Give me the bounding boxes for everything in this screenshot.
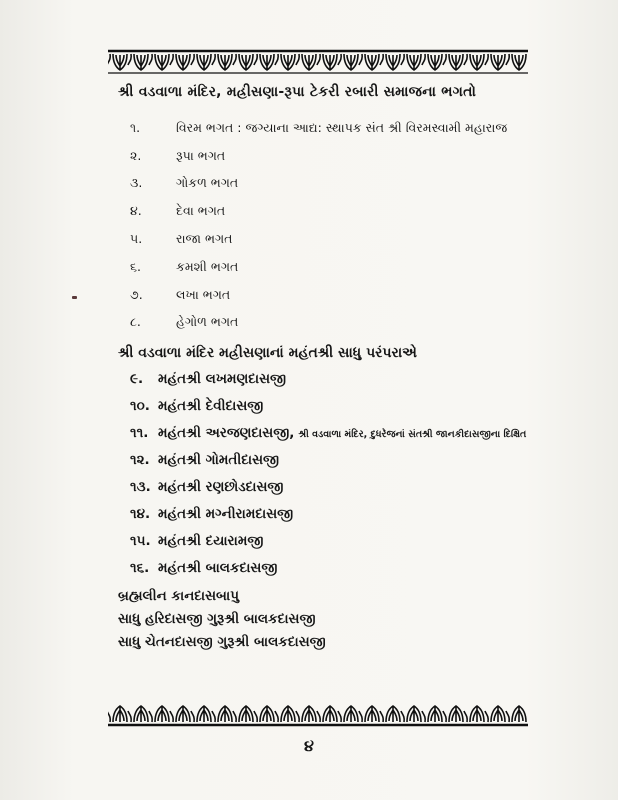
page-heading: શ્રી વડવાળા મંદિર, મહ્રીસણા-રૂપા ટેકરી રબારી સમાજના ભગતો bbox=[118, 84, 477, 100]
list-item: ૧૬. મહંતશ્રી બાલકદાસજી bbox=[130, 560, 278, 576]
list-item: ૯. મહંતશ્રી લખમણદાસજી bbox=[130, 371, 287, 387]
floral-motif-icon bbox=[359, 54, 379, 70]
floral-motif-icon bbox=[317, 706, 337, 722]
margin-mark bbox=[72, 296, 77, 299]
floral-motif-icon bbox=[275, 706, 295, 722]
footer-name-line: સાધુ હરિદાસજી ગુરૂશ્રી બાલકદાસજી bbox=[118, 611, 316, 627]
floral-motif-icon bbox=[254, 706, 274, 722]
footer-names bbox=[118, 585, 326, 654]
floral-motif-icon bbox=[485, 706, 505, 722]
floral-motif-icon bbox=[464, 706, 484, 722]
floral-motif-icon bbox=[191, 706, 211, 722]
floral-motif-icon bbox=[108, 54, 127, 70]
list-item: ૭. લખા ભગત bbox=[130, 287, 231, 302]
floral-motif-icon bbox=[401, 706, 421, 722]
floral-motif-icon bbox=[296, 706, 316, 722]
floral-motif-icon bbox=[485, 54, 505, 70]
floral-motif-icon bbox=[170, 706, 190, 722]
list-item: ૧૦. મહંતશ્રી દેવીદાસજી bbox=[130, 398, 264, 414]
floral-motif-icon bbox=[380, 54, 400, 70]
floral-motif-icon bbox=[170, 54, 190, 70]
list-item: ૧. વિરમ ભગત : જગ્યાના આદ્ય: સ્થાપક સંત શ્રી વિરમસ્વામી મહારાજ bbox=[130, 120, 508, 135]
list-item: ૫. રાજા ભગત bbox=[130, 231, 233, 246]
list-item: ૧૩. મહંતશ્રી રણછોડદાસજી bbox=[130, 479, 284, 495]
list-item: ૧૧. મહંતશ્રી અરજણદાસજી, શ્રી વડવાળા મંદિર, દુધરેજનાં સંતશ્રી જાનકીદાસજીના દિક્ષિત bbox=[130, 425, 527, 441]
floral-motif-icon bbox=[128, 706, 148, 722]
floral-motif-icon bbox=[317, 54, 337, 70]
floral-motif-icon bbox=[128, 54, 148, 70]
floral-motif-icon bbox=[275, 54, 295, 70]
floral-motif-icon bbox=[296, 54, 316, 70]
floral-motif-icon bbox=[401, 54, 421, 70]
floral-motif-icon bbox=[506, 54, 526, 70]
floral-motif-icon bbox=[443, 706, 463, 722]
floral-motif-icon bbox=[191, 54, 211, 70]
floral-motif-icon bbox=[338, 706, 358, 722]
footer-name-line: સાધુ ચેતનદાસજી ગુરૂશ્રી બાલકદાસજી bbox=[118, 634, 326, 650]
list-item: ૧૨. મહંતશ્રી ગોમતીદાસજી bbox=[130, 452, 280, 468]
list-item-note: શ્રી વડવાળા મંદિર, દુધરેજનાં સંતશ્રી જાનકીદાસજીના દિક્ષિત bbox=[298, 429, 527, 440]
bottom-ornamental-border bbox=[108, 702, 528, 730]
section-heading: શ્રી વડવાળા મંદિર મહ્રીસણાનાં મહંતશ્રી સાધુ પરંપરાએ bbox=[118, 345, 417, 361]
floral-motif-icon bbox=[149, 706, 169, 722]
floral-motif-icon bbox=[108, 706, 127, 722]
list-item: ૧૫. મહંતશ્રી દયારામજી bbox=[130, 533, 264, 549]
page-number: ૪ bbox=[304, 736, 314, 755]
list-item: ૪. દેવા ભગત bbox=[130, 203, 226, 218]
floral-motif-icon bbox=[149, 54, 169, 70]
floral-motif-icon bbox=[212, 706, 232, 722]
floral-motif-icon bbox=[422, 706, 442, 722]
list-item: ૩. ગોકળ ભગત bbox=[130, 175, 239, 190]
floral-motif-icon bbox=[506, 706, 526, 722]
floral-motif-icon bbox=[233, 706, 253, 722]
floral-motif-icon bbox=[443, 54, 463, 70]
floral-motif-icon bbox=[233, 54, 253, 70]
floral-motif-icon bbox=[254, 54, 274, 70]
footer-name-line: બ્રહ્મલીન કાનદાસબાપુ bbox=[118, 588, 239, 604]
top-ornamental-border bbox=[108, 48, 528, 76]
list-item: ૧૪. મહંતશ્રી મગ્નીરામદાસજી bbox=[130, 506, 294, 522]
floral-motif-icon bbox=[359, 706, 379, 722]
floral-motif-icon bbox=[212, 54, 232, 70]
list-item: ૨. રૂપા ભગત bbox=[130, 148, 226, 163]
floral-motif-icon bbox=[380, 706, 400, 722]
ornament-border-icon bbox=[108, 48, 528, 76]
list-item: ૬. કમશી ભગત bbox=[130, 259, 239, 274]
floral-motif-icon bbox=[464, 54, 484, 70]
ornament-border-icon bbox=[108, 702, 528, 730]
list-item: ૮. હેગોળ ભગત bbox=[130, 314, 239, 329]
floral-motif-icon bbox=[422, 54, 442, 70]
floral-motif-icon bbox=[338, 54, 358, 70]
